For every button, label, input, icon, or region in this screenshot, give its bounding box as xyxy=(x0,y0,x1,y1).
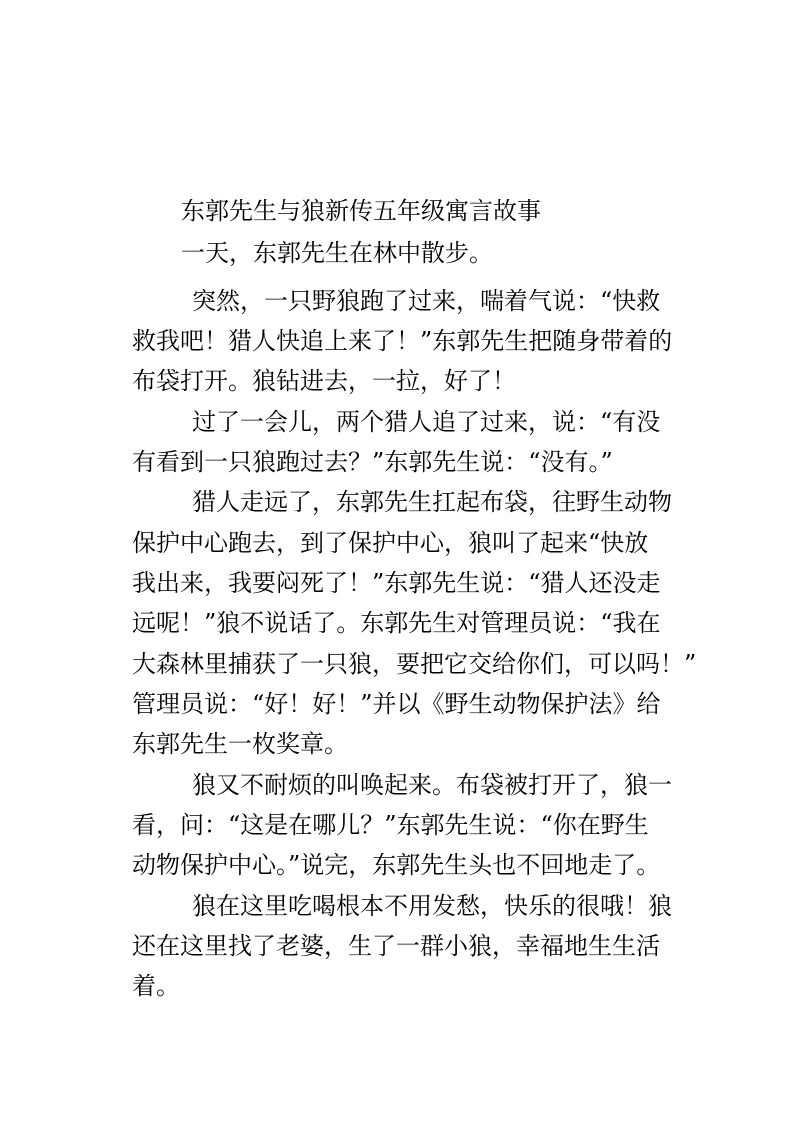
text-line: 猎人走远了，东郭先生扛起布袋，往野生动物 xyxy=(192,488,672,516)
text-line: 突然，一只野狼跑了过来，喘着气说：“快救 xyxy=(192,287,661,315)
text-line: 过了一会儿，两个猎人追了过来，说：“有没 xyxy=(192,408,661,436)
text-line: 救我吧！猎人快追上来了！”东郭先生把随身带着的 xyxy=(132,327,673,355)
text-line: 还在这里找了老婆，生了一群小狼，幸福地生生活 xyxy=(132,932,660,960)
text-line: 远呢！”狼不说话了。东郭先生对管理员说：“我在 xyxy=(132,609,661,637)
text-line: 管理员说：“好！好！”并以《野生动物保护法》给 xyxy=(132,690,661,718)
text-line: 动物保护中心。”说完，东郭先生头也不回地走了。 xyxy=(132,851,661,879)
text-line: 一天，东郭先生在林中散步。 xyxy=(181,239,493,267)
story-title: 东郭先生与狼新传五年级寓言故事 xyxy=(181,197,541,225)
text-line: 有看到一只狼跑过去？”东郭先生说：“没有。” xyxy=(132,448,613,476)
text-line: 着。 xyxy=(132,972,180,1000)
text-line: 东郭先生一枚奖章。 xyxy=(132,730,348,758)
text-line: 看，问：“这是在哪儿？”东郭先生说：“你在野生 xyxy=(132,811,649,839)
text-line: 保护中心跑去，到了保护中心，狼叫了起来“快放 xyxy=(132,529,649,557)
text-line: 大森林里捕获了一只狼，要把它交给你们，可以吗！” xyxy=(132,650,697,678)
text-line: 狼又不耐烦的叫唤起来。布袋被打开了，狼一 xyxy=(192,771,672,799)
text-line: 我出来，我要闷死了！”东郭先生说：“猎人还没走 xyxy=(132,569,661,597)
text-line: 布袋打开。狼钻进去，一拉，好了！ xyxy=(132,367,516,395)
text-line: 狼在这里吃喝根本不用发愁，快乐的很哦！狼 xyxy=(192,892,672,920)
